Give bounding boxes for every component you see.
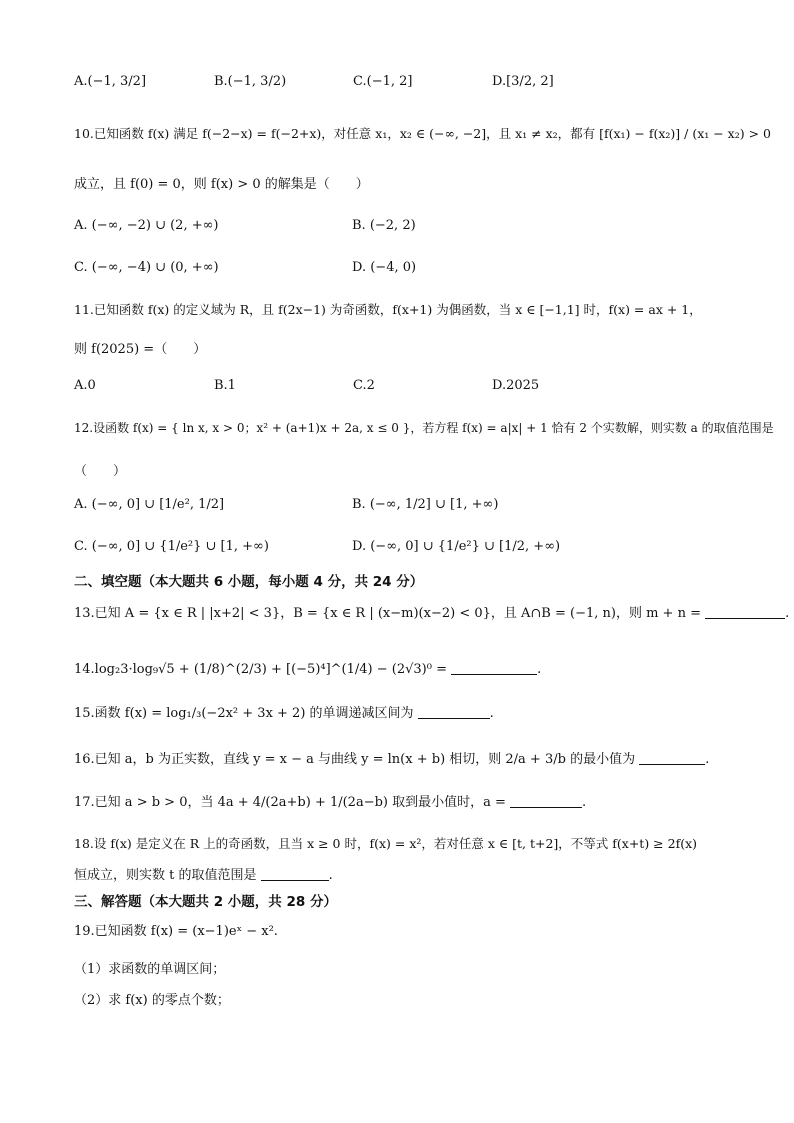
- q12-option-a: A. (−∞, 0] ∪ [1/e², 1/2]: [74, 497, 225, 512]
- q11-option-b: B.1: [214, 378, 236, 393]
- q18-stem-line2: 恒成立，则实数 t 的取值范围是 .: [74, 868, 333, 883]
- q16-answer-blank[interactable]: [639, 750, 705, 765]
- q19-stem: 19.已知函数 f(x) = (x−1)eˣ − x².: [74, 924, 278, 939]
- q14-text: 14.log₂3·log₉√5 + (1/8)^(2/3) + [(−5)⁴]^(1/4) − (2√3)⁰ =: [74, 662, 447, 677]
- q10-stem-line1: 10.已知函数 f(x) 满足 f(−2−x) = f(−2+x)，对任意 x₁，x₂ ∈ (−∞, −2]，且 x₁ ≠ x₂，都有 [f(x₁) − f(x₂)] / (x₁ − x₂) > 0: [74, 126, 771, 141]
- q10-option-a: A. (−∞, −2) ∪ (2, +∞): [74, 218, 219, 233]
- q14-stem: 14.log₂3·log₉√5 + (1/8)^(2/3) + [(−5)⁴]^(1/4) − (2√3)⁰ = .: [74, 662, 542, 677]
- q19-part1: （1）求函数的单调区间；: [74, 962, 226, 977]
- q12-stem-line2: （ ）: [74, 464, 127, 479]
- q10-stem-line2: 成立，且 f(0) = 0，则 f(x) > 0 的解集是（ ）: [74, 177, 369, 192]
- q15-stem: 15.函数 f(x) = log₁/₃(−2x² + 3x + 2) 的单调递减区间为 .: [74, 706, 494, 721]
- q10-option-b: B. (−2, 2): [352, 218, 416, 233]
- q9-option-b: B.(−1, 3/2): [214, 74, 287, 89]
- q18-stem-line1: 18.设 f(x) 是定义在 R 上的奇函数，且当 x ≥ 0 时，f(x) = x²，若对任意 x ∈ [t, t+2]，不等式 f(x+t) ≥ 2f(x): [74, 836, 697, 851]
- q12-stem-line1: 12.设函数 f(x) = { ln x, x > 0；x² + (a+1)x + 2a, x ≤ 0 }，若方程 f(x) = a|x| + 1 恰有 2 个实数解，则实数 a 的取值范围是: [74, 421, 774, 435]
- q10-option-d: D. (−4, 0): [352, 260, 417, 275]
- q11-option-a: A.0: [74, 378, 96, 393]
- q11-stem-line1: 11.已知函数 f(x) 的定义域为 R，且 f(2x−1) 为奇函数，f(x+1) 为偶函数，当 x ∈ [−1,1] 时，f(x) = ax + 1，: [74, 302, 702, 317]
- q12-option-c: C. (−∞, 0] ∪ {1/e²} ∪ [1, +∞): [74, 539, 269, 554]
- q15-text: 15.函数 f(x) = log₁/₃(−2x² + 3x + 2) 的单调递减区间为: [74, 706, 414, 721]
- q9-option-a: A.(−1, 3/2]: [74, 74, 147, 89]
- q10-option-c: C. (−∞, −4) ∪ (0, +∞): [74, 260, 219, 275]
- section-solution-heading: 三、解答题（本大题共 2 小题，共 28 分）: [74, 894, 337, 910]
- q15-answer-blank[interactable]: [418, 704, 490, 719]
- q12-option-d: D. (−∞, 0] ∪ {1/e²} ∪ [1/2, +∞): [352, 539, 561, 554]
- q12-option-b: B. (−∞, 1/2] ∪ [1, +∞): [352, 497, 499, 512]
- q16-text: 16.已知 a，b 为正实数，直线 y = x − a 与曲线 y = ln(x + b) 相切，则 2/a + 3/b 的最小值为: [74, 752, 636, 767]
- q11-option-d: D.2025: [492, 378, 540, 393]
- q16-stem: 16.已知 a，b 为正实数，直线 y = x − a 与曲线 y = ln(x + b) 相切，则 2/a + 3/b 的最小值为 .: [74, 752, 710, 767]
- q14-answer-blank[interactable]: [451, 660, 537, 675]
- q9-option-d: D.[3/2, 2]: [492, 74, 554, 89]
- q11-option-c: C.2: [353, 378, 375, 393]
- q13-stem: 13.已知 A = {x ∈ R | |x+2| < 3}，B = {x ∈ R | (x−m)(x−2) < 0}，且 A∩B = (−1, n)，则 m + n = .: [74, 606, 790, 621]
- section-fill-in-heading: 二、填空题（本大题共 6 小题，每小题 4 分，共 24 分）: [74, 574, 424, 590]
- q17-text: 17.已知 a > b > 0，当 4a + 4/(2a+b) + 1/(2a−b) 取到最小值时，a =: [74, 795, 506, 810]
- q19-part2: （2）求 f(x) 的零点个数；: [74, 993, 230, 1008]
- q17-answer-blank[interactable]: [510, 793, 582, 808]
- q18-text: 恒成立，则实数 t 的取值范围是: [74, 868, 257, 883]
- q9-option-c: C.(−1, 2]: [353, 74, 413, 89]
- q17-stem: 17.已知 a > b > 0，当 4a + 4/(2a+b) + 1/(2a−b) 取到最小值时，a = .: [74, 795, 587, 810]
- q13-text: 13.已知 A = {x ∈ R | |x+2| < 3}，B = {x ∈ R | (x−m)(x−2) < 0}，且 A∩B = (−1, n)，则 m + n =: [74, 606, 701, 621]
- q18-answer-blank[interactable]: [261, 866, 329, 881]
- q13-answer-blank[interactable]: [705, 604, 785, 619]
- q11-stem-line2: 则 f(2025) =（ ）: [74, 342, 207, 357]
